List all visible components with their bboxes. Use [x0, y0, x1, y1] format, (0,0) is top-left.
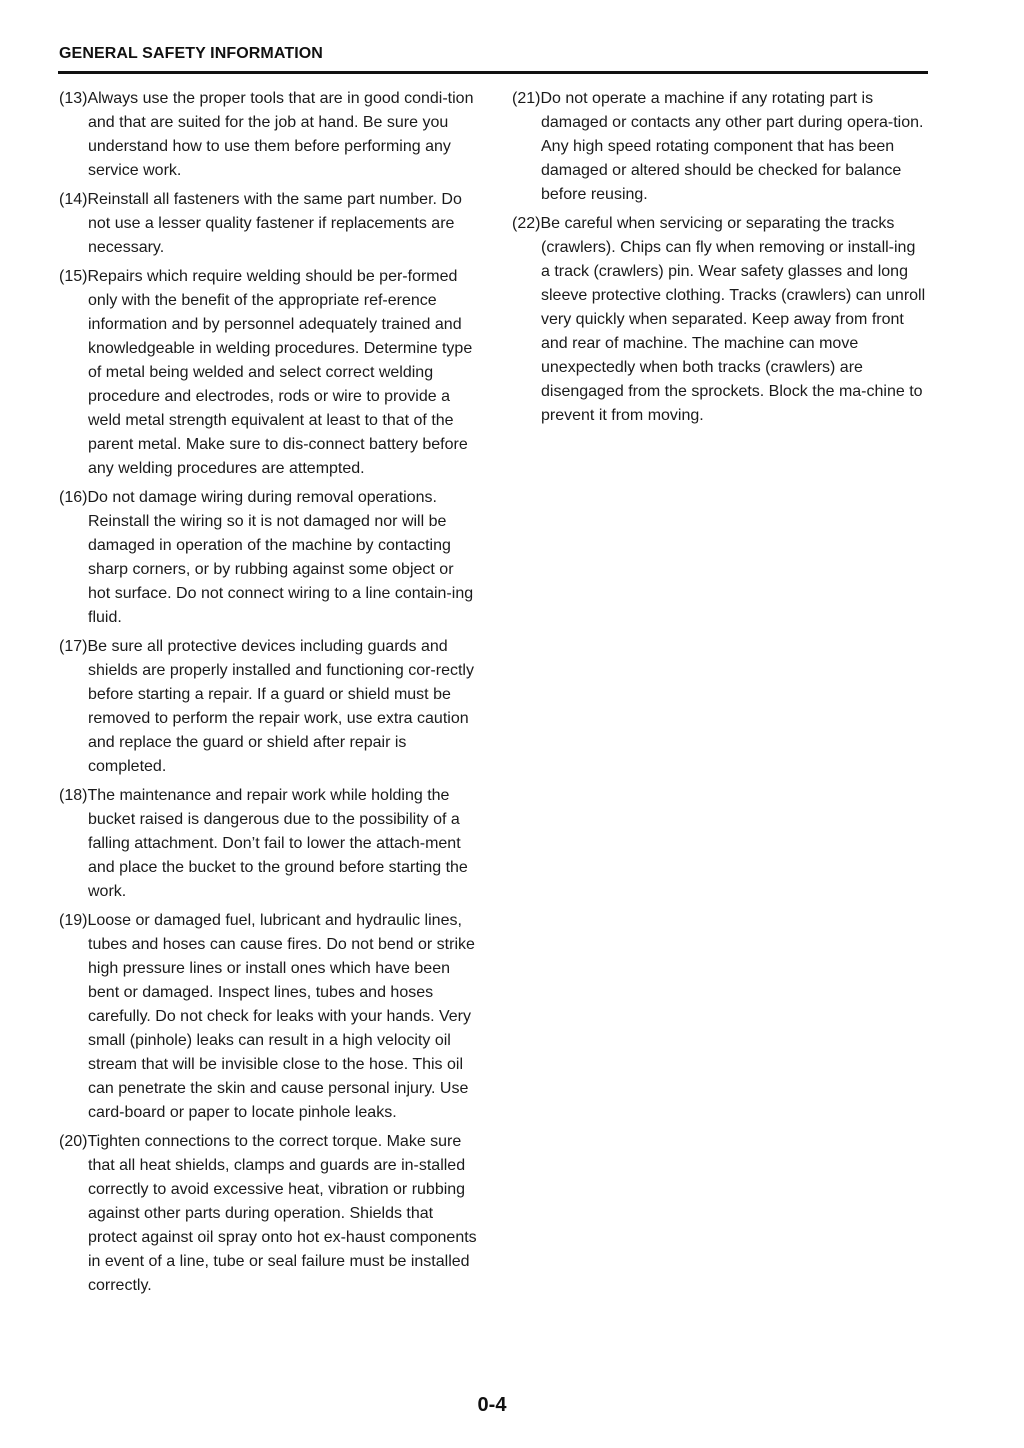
- safety-item-19: (19)Loose or damaged fuel, lubricant and hydraulic lines, tubes and hoses can cause fires. Do not bend or strike high pressure lines or install ones which have been bent or damaged. Inspect lines, tubes and hoses carefully. Do not check for leaks with your hands. Very small (pinhole) leaks can result in a high velocity oil stream that will be invisible close to the hose. This oil can penetrate the skin and cause personal injury. Use card-board or paper to locate pinhole leaks.: [59, 912, 475, 1121]
- safety-item-20: (20)Tighten connections to the correct torque. Make sure that all heat shields, clamps and guards are in-stalled correctly to avoid excessive heat, vibration or rubbing against other parts during operation. Shields that protect against oil spray onto hot ex-haust components in event of a line, tube or seal failure must be installed correctly.: [59, 1133, 477, 1294]
- left-text-column: [59, 87, 477, 1303]
- safety-item-13: (13)Always use the proper tools that are in good condi-tion and that are suited for the job at hand. Be sure you understand how to use them before performing any service work.: [59, 90, 474, 179]
- right-text-column: [512, 87, 928, 433]
- header-divider: [58, 71, 928, 74]
- safety-item-21: (21)Do not operate a machine if any rotating part is damaged or contacts any other part during opera-tion. Any high speed rotating component that has been damaged or altered should be checked for balance before reusing.: [512, 90, 924, 203]
- safety-item-17: (17)Be sure all protective devices including guards and shields are properly installed and functioning cor-rectly before starting a repair. If a guard or shield must be removed to perform the repair work, use extra caution and replace the guard or shield after repair is completed.: [59, 638, 474, 775]
- safety-item-16: (16)Do not damage wiring during removal operations. Reinstall the wiring so it is not damaged nor will be damaged in operation of the machine by contacting sharp corners, or by rubbing against some object or hot surface. Do not connect wiring to a line contain-ing fluid.: [59, 489, 474, 626]
- section-header-title: GENERAL SAFETY INFORMATION: [59, 45, 323, 62]
- safety-item-18: (18)The maintenance and repair work while holding the bucket raised is dangerous due to the possibility of a falling attachment. Don’t fail to lower the attach-ment and place the bucket to the ground before starting the work.: [59, 787, 468, 900]
- safety-item-15: (15)Repairs which require welding should be per-formed only with the benefit of the appropriate ref-erence information and by personnel adequately trained and knowledgeable in welding procedures. Determine type of metal being welded and select correct welding procedure and electrodes, rods or wire to provide a weld metal strength equivalent at least to that of the parent metal. Make sure to dis-connect battery before any welding procedures are attempted.: [59, 268, 473, 477]
- safety-item-22: (22)Be careful when servicing or separating the tracks (crawlers). Chips can fly when removing or install-ing a track (crawlers) pin. Wear safety glasses and long sleeve protective clothing. Tracks (crawlers) can unroll very quickly when separated. Keep away from front and rear of machine. The machine can move unexpectedly when both tracks (crawlers) are disengaged from the sprockets. Block the ma-chine to prevent it from moving.: [512, 215, 926, 424]
- page-number: 0-4: [477, 1394, 507, 1416]
- safety-item-14: (14)Reinstall all fasteners with the same part number. Do not use a lesser quality fastener if replacements are necessary.: [59, 191, 462, 256]
